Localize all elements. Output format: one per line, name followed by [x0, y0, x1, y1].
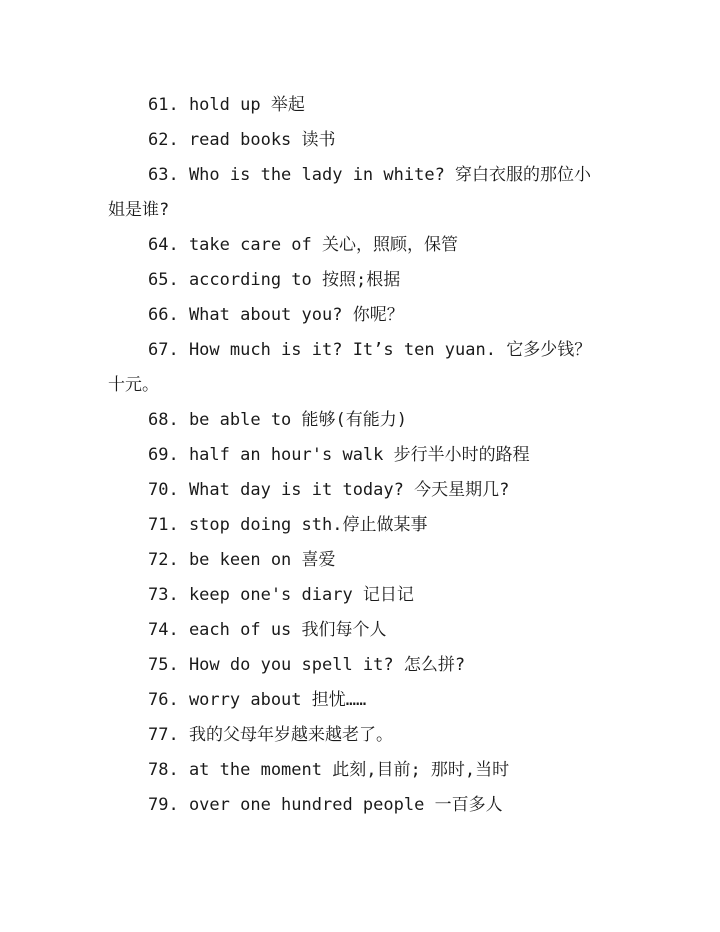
list-item: 76. worry about 担忧……	[148, 690, 367, 710]
list-item: 68. be able to 能够(有能力)	[148, 410, 407, 430]
list-item: 67. How much is it? It’s ten yuan. 它多少钱？十元。	[108, 340, 592, 395]
phrase-list	[108, 88, 608, 823]
list-item: 74. each of us 我们每个人	[148, 620, 387, 640]
list-item: 77. 我的父母年岁越来越老了。	[148, 725, 393, 745]
list-item: 70. What day is it today? 今天星期几?	[148, 480, 510, 500]
list-item: 78. at the moment 此刻,目前; 那时,当时	[148, 760, 510, 780]
list-item: 62. read books 读书	[148, 130, 336, 150]
list-item: 73. keep one's diary 记日记	[148, 585, 414, 605]
list-item: 61. hold up 举起	[148, 95, 305, 115]
list-item: 72. be keen on 喜爱	[148, 550, 336, 570]
list-item: 63. Who is the lady in white? 穿白衣服的那位小姐是谁?	[108, 165, 592, 220]
list-item: 64. take care of 关心，照顾，保管	[148, 235, 458, 255]
list-item: 69. half an hour's walk 步行半小时的路程	[148, 445, 530, 465]
list-item: 75. How do you spell it? 怎么拼?	[148, 655, 466, 675]
list-item: 66. What about you? 你呢？	[148, 305, 404, 325]
list-item: 79. over one hundred people 一百多人	[148, 795, 503, 815]
list-item: 71. stop doing sth.停止做某事	[148, 515, 428, 535]
list-item: 65. according to 按照;根据	[148, 270, 401, 290]
